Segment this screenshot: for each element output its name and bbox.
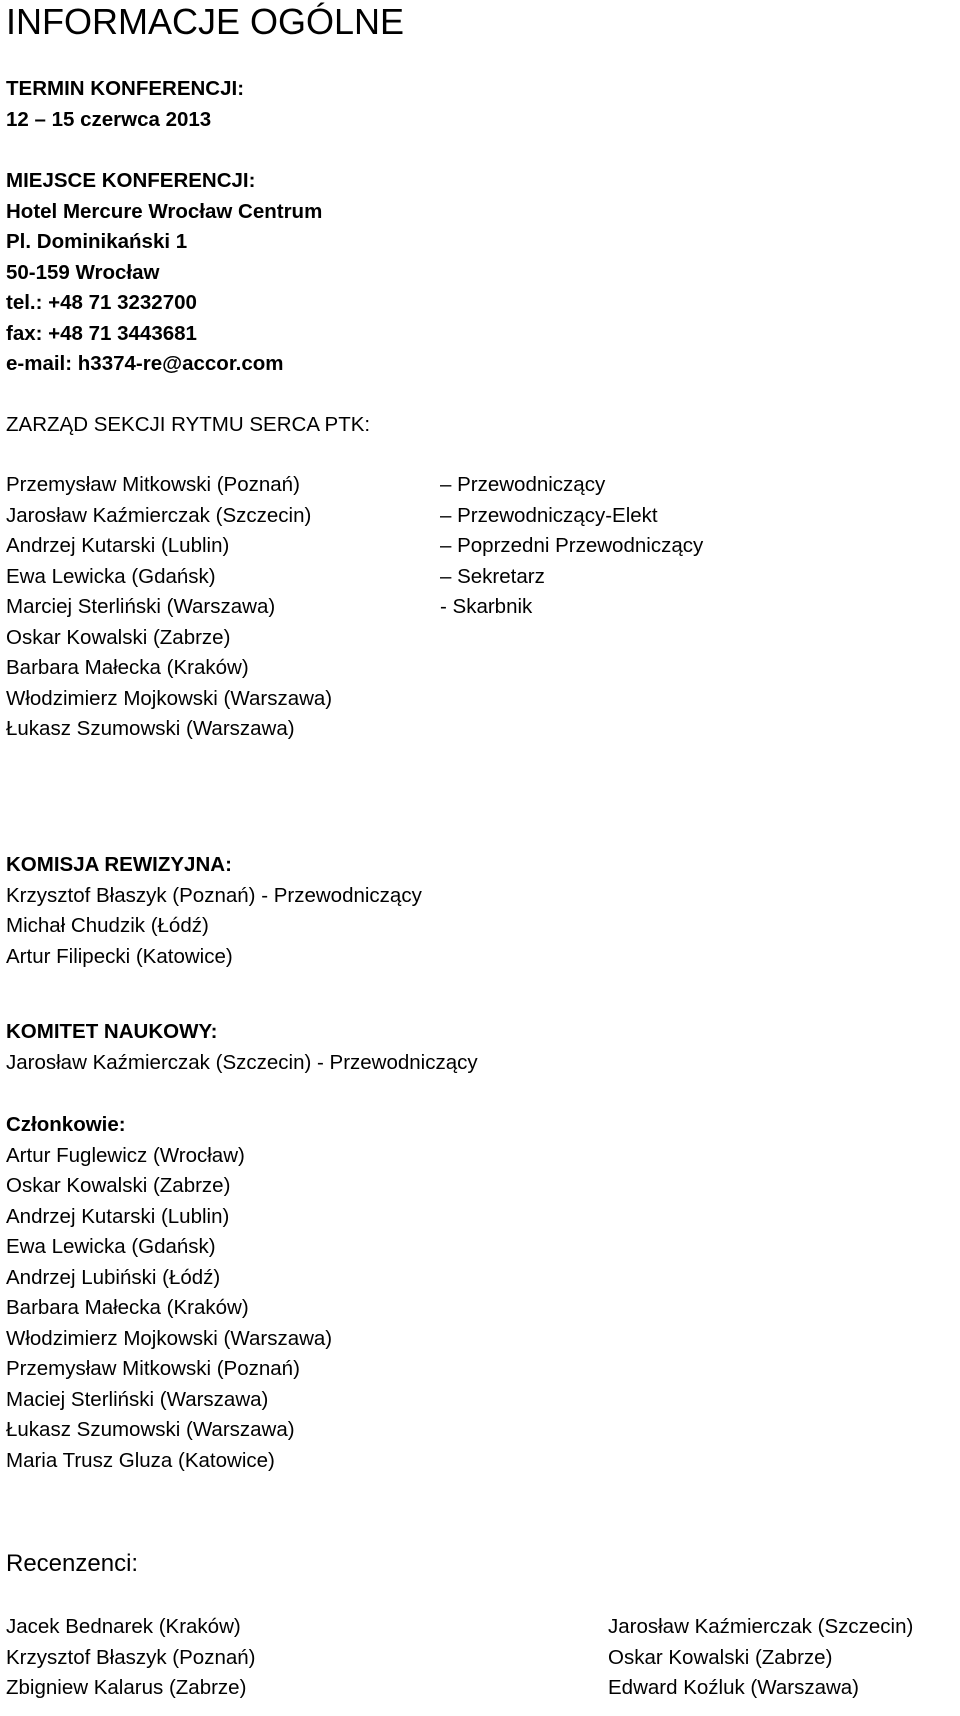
komisja-member: Michał Chudzik (Łódź) [6, 914, 209, 937]
komitet-members-section [6, 1110, 332, 1476]
komitet-member: Oskar Kowalski (Zabrze) [6, 1174, 231, 1197]
zarzad-role: – Przewodniczący-Elekt [440, 503, 658, 527]
miejsce-section [6, 166, 322, 380]
zarzad-member: Marciej Sterliński (Warszawa) [6, 595, 276, 618]
miejsce-label: MIEJSCE KONFERENCJI: [6, 169, 256, 192]
zarzad-member: Ewa Lewicka (Gdańsk) [6, 564, 216, 588]
zarzad-role: – Poprzedni Przewodniczący [440, 534, 704, 557]
zarzad-role: – Przewodniczący [440, 473, 606, 496]
recenzent: Jarosław Kaźmierczak (Szczecin) [608, 1615, 914, 1638]
komitet-member: Przemysław Mitkowski (Poznań) [6, 1357, 300, 1380]
komitet-member: Andrzej Kutarski (Lublin) [6, 1204, 230, 1228]
recenzenci-heading-block [6, 1548, 138, 1580]
zarzad-member: Andrzej Kutarski (Lublin) [6, 534, 230, 557]
komisja-label: KOMISJA REWIZYJNA: [6, 853, 232, 876]
miejsce-line: Pl. Dominikański 1 [6, 230, 188, 253]
miejsce-line: tel.: +48 71 3232700 [6, 291, 197, 314]
komitet-member: Andrzej Lubiński (Łódź) [6, 1265, 221, 1289]
komisja-section [6, 850, 422, 972]
komitet-member: Maciej Sterliński (Warszawa) [6, 1387, 269, 1411]
komitet-member: Artur Fuglewicz (Wrocław) [6, 1143, 245, 1167]
komisja-member: Krzysztof Błaszyk (Poznań) - Przewodniczący [6, 883, 422, 907]
miejsce-line: Hotel Mercure Wrocław Centrum [6, 199, 323, 223]
recenzent: Oskar Kowalski (Zabrze) [608, 1645, 833, 1669]
komitet-label: KOMITET NAUKOWY: [6, 1020, 218, 1043]
zarzad-roles [440, 470, 703, 623]
komisja-member: Artur Filipecki (Katowice) [6, 944, 233, 968]
zarzad-member: Łukasz Szumowski (Warszawa) [6, 717, 295, 740]
komitet-members-label: Członkowie: [6, 1113, 126, 1136]
termin-section [6, 74, 244, 135]
zarzad-role: – Sekretarz [440, 564, 545, 588]
komitet-member: Włodzimierz Mojkowski (Warszawa) [6, 1326, 333, 1350]
komitet-member: Łukasz Szumowski (Warszawa) [6, 1418, 295, 1441]
termin-label: TERMIN KONFERENCJI: [6, 77, 245, 100]
recenzent: Krzysztof Błaszyk (Poznań) [6, 1645, 256, 1669]
recenzent: Jacek Bednarek (Kraków) [6, 1615, 241, 1638]
miejsce-line: 50-159 Wrocław [6, 260, 160, 284]
document-title: INFORMACJE OGÓLNE [6, 1, 405, 42]
zarzad-label: ZARZĄD SEKCJI RYTMU SERCA PTK: [6, 413, 371, 436]
komitet-chair: Jarosław Kaźmierczak (Szczecin) - Przewodniczący [6, 1050, 478, 1074]
recenzent: Edward Koźluk (Warszawa) [608, 1676, 860, 1699]
recenzenci-right-column [608, 1612, 913, 1704]
miejsce-line: e-mail: h3374-re@accor.com [6, 352, 284, 375]
zarzad-heading-block [6, 410, 370, 441]
komitet-member: Maria Trusz Gluza (Katowice) [6, 1448, 275, 1472]
termin-dates: 12 – 15 czerwca 2013 [6, 107, 212, 131]
zarzad-member: Jarosław Kaźmierczak (Szczecin) [6, 503, 312, 527]
zarzad-members [6, 470, 332, 745]
zarzad-role: - Skarbnik [440, 595, 533, 618]
recenzenci-left-column [6, 1612, 256, 1704]
komitet-section [6, 1017, 478, 1078]
zarzad-member: Barbara Małecka (Kraków) [6, 656, 249, 679]
recenzenci-label: Recenzenci: [6, 1550, 139, 1577]
komitet-member: Ewa Lewicka (Gdańsk) [6, 1235, 216, 1258]
recenzent: Zbigniew Kalarus (Zabrze) [6, 1676, 247, 1699]
zarzad-member: Przemysław Mitkowski (Poznań) [6, 473, 300, 496]
zarzad-member: Oskar Kowalski (Zabrze) [6, 625, 231, 649]
komitet-member: Barbara Małecka (Kraków) [6, 1296, 249, 1319]
zarzad-member: Włodzimierz Mojkowski (Warszawa) [6, 686, 333, 710]
miejsce-line: fax: +48 71 3443681 [6, 321, 197, 345]
